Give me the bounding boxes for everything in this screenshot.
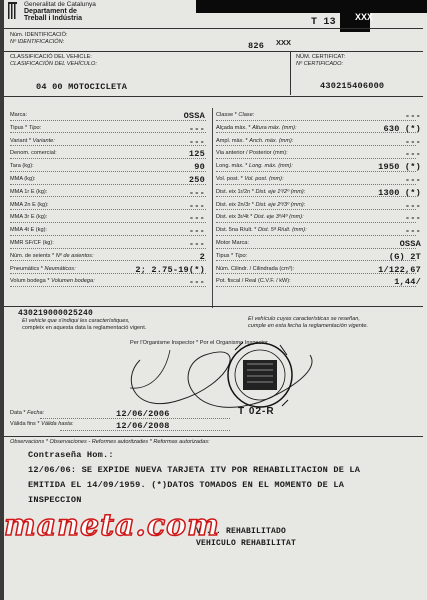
approval-left-text-2: compleix en aquesta data la reglamentació vigent. — [22, 325, 147, 331]
right-fields-label: Dist. eix 2n/3r * Dist. eje 2º/3º (mm): — [216, 201, 306, 208]
right-fields-value: --- — [404, 226, 421, 237]
left-fields-label: Pneumàtics * Neumáticos: — [10, 265, 76, 272]
left-fields-value: --- — [188, 123, 205, 134]
identification-value: 826 — [248, 41, 265, 51]
date-label-ca: Data * — [10, 410, 26, 416]
left-fields-label: Marca: — [10, 112, 28, 118]
inspector-line: Per l'Organisme Inspector * Por el Organismo Inspector — [130, 340, 268, 346]
classification-value: 04 00 MOTOCICLETA — [36, 82, 128, 92]
left-fields-value: --- — [188, 277, 205, 288]
observations-label: Observacions * Observaciones - Reformes autoritzades * Reformas autorizadas: — [10, 439, 210, 445]
certificate-label-es: Nº CERTIFICADO: — [296, 61, 344, 67]
right-fields-label: Dist. eix 3r/4t * Dist. eje 3º/4º (mm): — [216, 214, 304, 221]
valid-label-es: Válida hasta: — [41, 421, 74, 427]
left-fields-value: --- — [188, 187, 205, 198]
left-fields-value: --- — [188, 136, 205, 147]
left-fields-value: 125 — [188, 149, 205, 160]
stamp-text: T 02-R — [238, 406, 275, 417]
right-fields-label: Motor Marca: — [216, 240, 249, 246]
right-fields-value: OSSA — [399, 239, 421, 249]
classification-label-es: CLASIFICACIÓN DEL VEHÍCULO: — [10, 61, 97, 67]
left-fields-label: MMA (kg): — [10, 176, 36, 182]
right-fields-label: Núm. Cilindr. / Cilindrada (cm³): — [216, 265, 295, 272]
left-fields-label: Denom. comercial: — [10, 150, 57, 157]
left-fields-value: --- — [188, 213, 205, 224]
left-fields-label: Volum bodega * Volumen bodega: — [10, 278, 95, 285]
right-fields-label: Ampl. màx. * Anch. máx. (mm): — [216, 137, 294, 144]
observations-line4: INSPECCION — [28, 495, 82, 505]
org-line2: Departament de — [24, 8, 77, 15]
right-fields-value: (G) 2T — [388, 251, 421, 262]
approval-right-text-1: El vehículo cuyas características se reseñan, — [248, 316, 360, 322]
rehab-line1: V.... REHABILITADO — [196, 527, 287, 536]
valid-value: 12/06/2008 — [116, 421, 170, 431]
left-fields-value: --- — [188, 226, 205, 237]
rehab-line2: VEHICULO REHABILITAT — [196, 539, 297, 548]
valid-label-ca: Vàlida fins * — [10, 421, 40, 427]
right-fields-label: Dist. 5na R/ult. * Dist. 5ª R/ult. (mm): — [216, 227, 307, 234]
left-fields-label: Variant * Variante: — [10, 137, 55, 144]
right-fields-value: --- — [404, 136, 421, 147]
identification-label-ca: Núm. IDENTIFICACIÓ: — [10, 32, 68, 38]
observations-line3: EMITIDA EL 14/09/1959. (*)DATOS TOMADOS EN EL MOMENTO DE LA — [28, 480, 345, 490]
classification-label-ca: CLASSIFICACIÓ DEL VEHICLE: — [10, 54, 92, 60]
doc-code: T 13 — [311, 17, 336, 28]
right-fields-label: Tipus * Tipo: — [216, 252, 248, 259]
observations-line2: 12/06/06: SE EXPIDE NUEVA TARJETA ITV POR REHABILITACION DE LA — [28, 465, 361, 475]
left-fields-label: MMA 3r E (kg): — [10, 214, 48, 221]
left-fields-label: MMA 2n E (kg): — [10, 201, 49, 208]
right-fields-value: --- — [404, 213, 421, 224]
left-fields-value: --- — [188, 200, 205, 211]
left-fields-value: 250 — [188, 175, 205, 185]
redaction-bar-top — [196, 0, 427, 13]
certificate-value: 430215406000 — [320, 81, 385, 91]
left-fields-label: MMR SF/CF (kg): — [10, 240, 54, 246]
org-line1: Generalitat de Catalunya — [24, 1, 96, 8]
org-line3: Treball i Indústria — [24, 15, 82, 22]
right-fields-value: 1/122,67 — [378, 264, 421, 275]
right-fields-label: Long. màx. * Long. máx. (mm): — [216, 163, 293, 170]
left-fields-label: Tipus * Tipo: — [10, 124, 42, 131]
left-fields-value: 2 — [199, 251, 205, 262]
right-fields-value: --- — [404, 175, 421, 185]
right-fields-label: Vol. post. * Vol. post. (mm): — [216, 176, 284, 182]
right-fields-value: --- — [404, 111, 421, 121]
watermark-text: maneta.com — [4, 508, 220, 543]
approval-number: 430219000025240 — [18, 309, 94, 318]
doc-code-suffix: XXX — [355, 12, 374, 22]
certificate-label-ca: NÚM. CERTIFICAT: — [296, 54, 346, 60]
left-fields-label: MMA 4t E (kg): — [10, 227, 47, 234]
left-fields-label: Núm. de seients * Nº de asientos: — [10, 252, 94, 259]
right-fields-label: Classe * Clase: — [216, 112, 255, 118]
observations-line1: Contraseña Hom.: — [28, 450, 114, 460]
left-fields-label: Tara (kg): — [10, 163, 34, 170]
left-fields-value: 2; 2.75-19(*) — [135, 264, 205, 275]
approval-right-text-2: cumple en esta fecha la reglamentación vigente. — [248, 323, 369, 329]
left-fields-value: OSSA — [183, 111, 205, 121]
left-fields-value: 90 — [194, 162, 205, 173]
right-fields-label: Via anterior / Posterior (mm): — [216, 150, 288, 157]
identification-value-suffix: XXX — [276, 38, 292, 47]
right-fields-label: Pot. fiscal / Real (C.V.F. / kW): — [216, 278, 291, 285]
right-fields-label: Alçada màx. * Altura máx. (mm): — [216, 124, 297, 131]
right-fields-value: 1300 (*) — [378, 187, 421, 198]
right-fields-value: 1950 (*) — [378, 162, 421, 173]
left-fields-label: MMA 1r E (kg): — [10, 188, 48, 195]
approval-left-text-1: El vehicle que s'indiqui les característiques, — [22, 318, 130, 324]
generalitat-logo-icon — [8, 2, 17, 19]
identification-label-es: Nº IDENTIFICACIÓN: — [10, 39, 65, 45]
right-fields-value: 1,44/ — [394, 277, 421, 288]
date-label-es: Fecha: — [27, 410, 45, 416]
date-value: 12/06/2006 — [116, 409, 170, 419]
right-fields-value: 630 (*) — [383, 123, 421, 134]
right-fields-value: --- — [404, 200, 421, 211]
left-fields-value: --- — [188, 239, 205, 249]
right-fields-value: --- — [404, 149, 421, 160]
right-fields-label: Dist. eix 1r/2n * Dist. eje 1º/2º (mm): — [216, 188, 306, 195]
